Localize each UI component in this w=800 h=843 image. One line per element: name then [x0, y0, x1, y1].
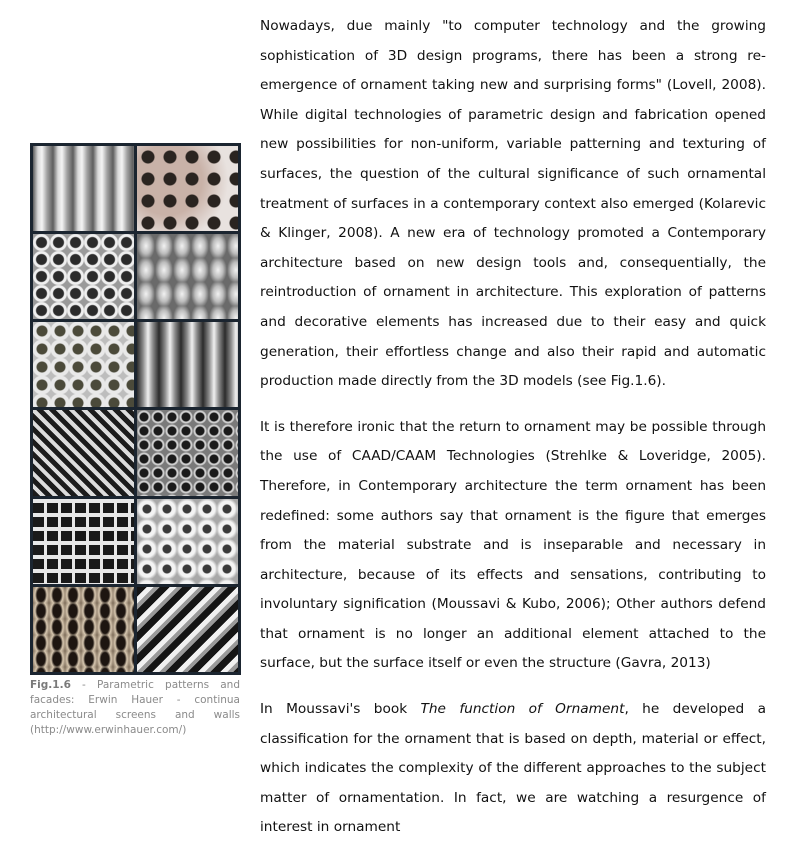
paragraph-3-intro: In Moussavi's book — [260, 701, 421, 718]
figure-caption-text: - Parametric patterns and facades: Erwin Hauer - continua architectural screens and walls (http://www.erwinhauer.com/) — [30, 679, 240, 736]
pattern-tile-twisted-holes — [137, 146, 238, 231]
pattern-tile-grid — [33, 146, 238, 672]
pattern-tile-cross-knots — [137, 499, 238, 584]
figure-caption — [30, 678, 240, 738]
pattern-tile-diamond-openings — [33, 322, 134, 407]
pattern-tile-diagonal-lattice — [33, 410, 134, 495]
pattern-tile-warm-lit-pores — [33, 587, 134, 672]
paragraph-3-rest: , he developed a classification for the ornament that is based on depth, material or effect, which indicates the complexity of the different approaches to the subject matter of ornamentation. In fact, we are watching a resurgence of interest in ornament — [260, 701, 766, 836]
pattern-tile-square-grid-small — [137, 410, 238, 495]
pattern-tile-bone-columns — [137, 322, 238, 407]
paragraph-3 — [260, 695, 766, 843]
pattern-tile-square-grid-large — [33, 499, 134, 584]
body-text — [260, 12, 766, 843]
pattern-tile-circle-lattice — [33, 234, 134, 319]
paragraph-1: Nowadays, due mainly "to computer technology and the growing sophistication of 3D design programs, there has been a strong re-emergence of ornament taking new and surprising forms" (Lovell, 2008). While digital technologies of parametric design and fabrication opened new possibilities for non-uniform, variable patterning and texturing of surfaces, the question of the cultural significance of such ornamental treatment of surfaces in a contemporary context also emerged (Kolarevic & Klinger, 2008). A new era of technology promoted a Contemporary architecture based on new design tools and, consequentially, the reintroduction of ornament in architecture. This exploration of patterns and decorative elements has increased due to their easy and quick generation, their effortless change and also their rapid and automatic production made directly from the 3D models (see Fig.1.6). — [260, 18, 766, 390]
figure-label: Fig.1.6 — [30, 679, 71, 691]
pattern-tile-diagonal-slots — [137, 587, 238, 672]
paragraph-2: It is therefore ironic that the return to ornament may be possible through the use of CAAD/CAAM Technologies (Strehlke & Loveridge, 2005). Therefore, in Contemporary architecture the term ornament has been redefined: some authors say that ornament is the figure that emerges from the material substrate and is inseparable and necessary in architecture, because of its effects and sensations, contributing to involuntary signification (Moussavi & Kubo, 2006); Other authors defend that ornament is no longer an additional element attached to the surface, but the surface itself or even the structure (Gavra, 2013) — [260, 418, 766, 672]
pattern-tile-bulged-columns — [137, 234, 238, 319]
figure-image-grid — [30, 143, 241, 675]
pattern-tile-vertical-waves — [33, 146, 134, 231]
book-title: The function of Ornament — [420, 701, 625, 718]
